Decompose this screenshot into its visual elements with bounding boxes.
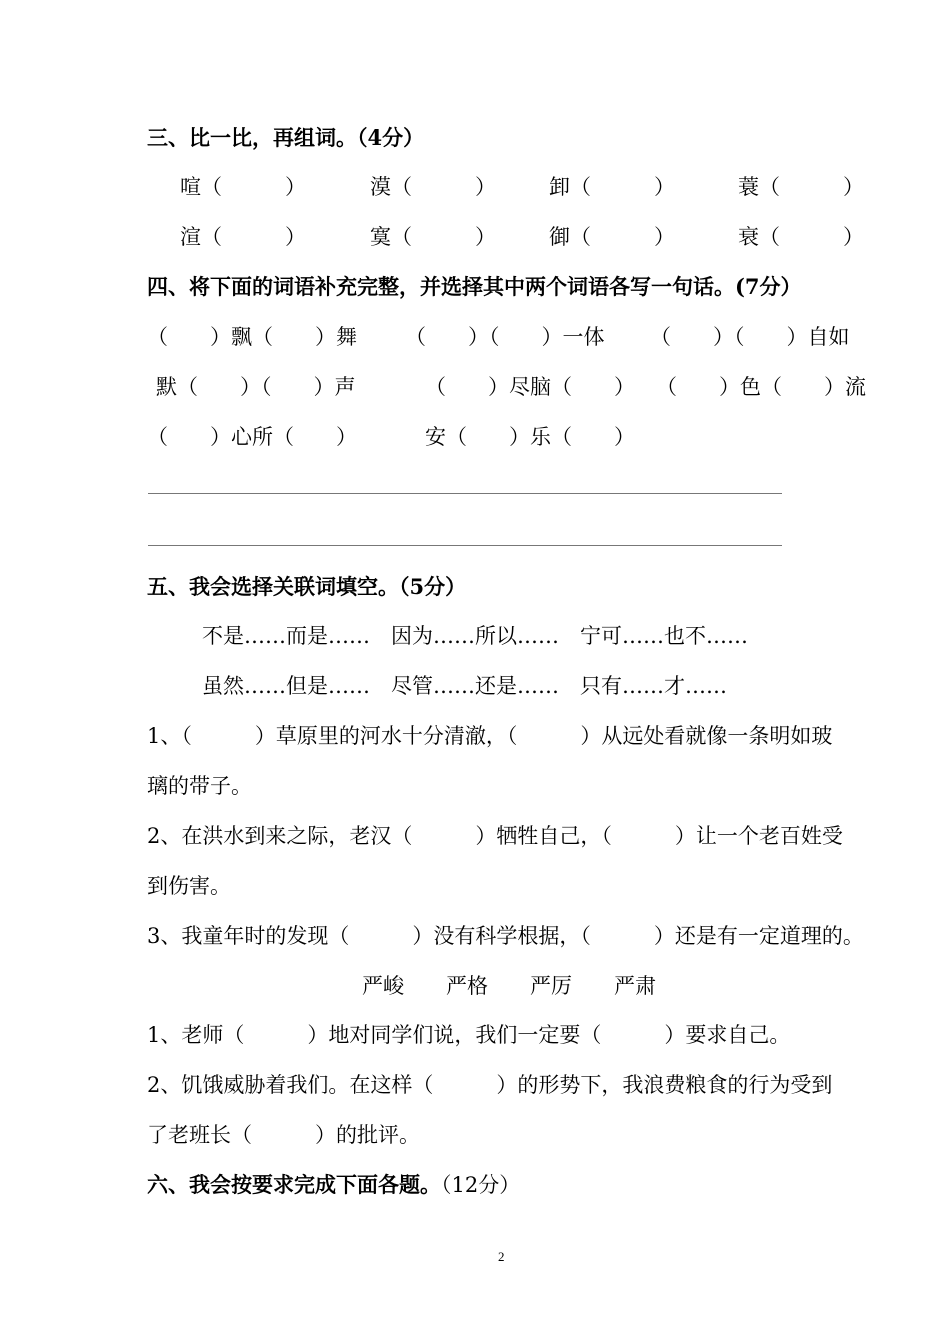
section-6-score: （12分）: [441, 1173, 521, 1197]
section-3-title: 三、比一比，再组词。（4分）: [147, 125, 425, 150]
word-pair-cell: 渲（ ）: [180, 225, 306, 249]
word-pair-cell: 蓑（ ）: [738, 175, 864, 199]
section-6-title: 六、我会按要求完成下面各题。: [147, 1172, 441, 1197]
question-text: 3、我童年时的发现（ ）没有科学根据，（ ）还是有一定道理的。: [147, 924, 864, 948]
question-text: 2、在洪水到来之际，老汉（ ）牺牲自己，（ ）让一个老百姓受: [147, 824, 843, 848]
word-pair-cell: 漠（ ）: [370, 175, 496, 199]
idiom-blank: 默（ ）（ ）声: [156, 375, 356, 399]
conjunction-options: 不是……而是…… 因为……所以…… 宁可……也不……: [202, 624, 748, 648]
idiom-blank: （ ）（ ）一体: [405, 325, 605, 349]
question-text: 2、饥饿威胁着我们。在这样（ ）的形势下，我浪费粮食的行为受到: [147, 1073, 833, 1097]
word-pair-cell: 衰（ ）: [738, 225, 864, 249]
section-6-heading: [147, 1172, 520, 1198]
word-pair-cell: 喧（ ）: [180, 175, 306, 199]
question-text: 了老班长（ ）的批评。: [147, 1123, 420, 1147]
question-text: 到伤害。: [147, 874, 231, 898]
word-pair-cell: 寞（ ）: [370, 225, 496, 249]
question-text: 璃的带子。: [147, 774, 252, 798]
section-5-title: 五、我会选择关联词填空。（5分）: [147, 574, 467, 599]
conjunction-options: 虽然……但是…… 尽管……还是…… 只有……才……: [202, 674, 727, 698]
word-options: 严峻 严格 严厉 严肃: [362, 974, 656, 998]
question-text: 1、老师（ ）地对同学们说，我们一定要（ ）要求自己。: [147, 1023, 791, 1047]
answer-line: [148, 545, 782, 546]
idiom-blank: （ ）尽脑（ ）: [425, 375, 635, 399]
question-text: 1、（ ）草原里的河水十分清澈，（ ）从远处看就像一条明如玻: [147, 724, 833, 748]
answer-line: [148, 493, 782, 494]
idiom-blank: （ ）心所（ ）: [147, 425, 357, 449]
word-pair-cell: 御（ ）: [549, 225, 675, 249]
page-number: 2: [498, 1249, 505, 1264]
idiom-blank: （ ）色（ ）流: [656, 375, 866, 399]
idiom-blank: 安（ ）乐（ ）: [425, 425, 635, 449]
section-4-title: 四、将下面的词语补充完整，并选择其中两个词语各写一句话。(7分）: [147, 274, 802, 299]
idiom-blank: （ ）飘（ ）舞: [147, 325, 357, 349]
word-pair-cell: 卸（ ）: [549, 175, 675, 199]
idiom-blank: （ ）（ ）自如: [650, 325, 850, 349]
